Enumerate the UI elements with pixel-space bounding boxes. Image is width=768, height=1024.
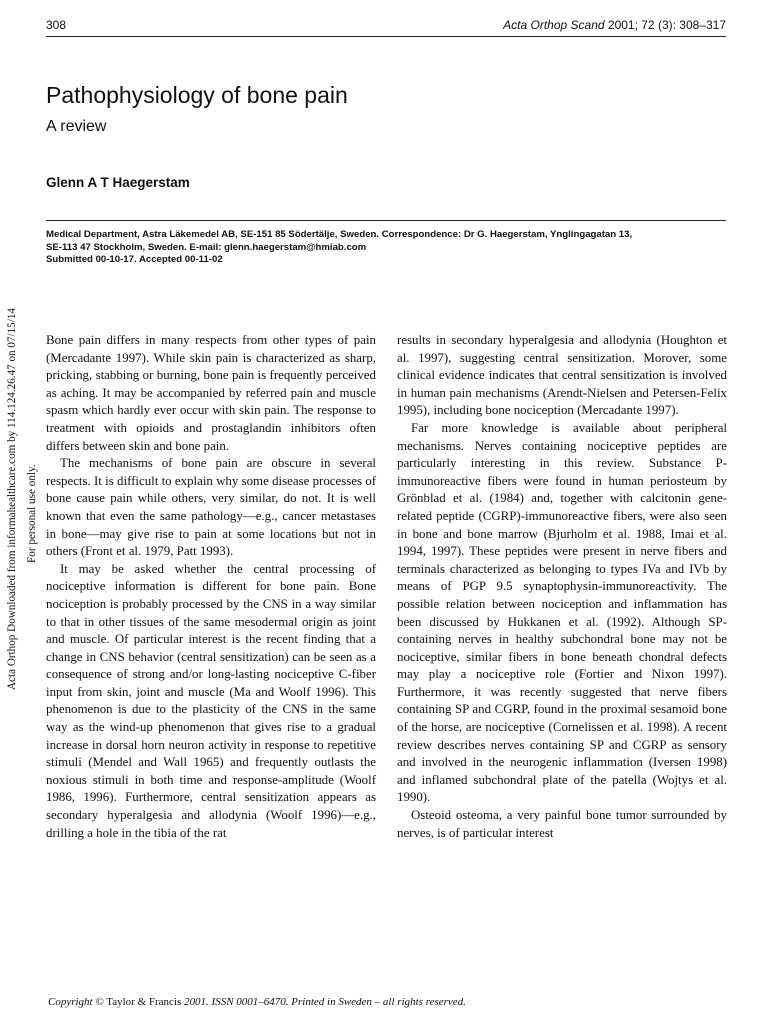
body-column-left <box>46 332 376 842</box>
journal-citation <box>503 18 726 32</box>
publisher-name: Taylor & Francis <box>103 996 185 1008</box>
affiliation-block <box>46 229 726 267</box>
affiliation-line: Medical Department, Astra Läkemedel AB, SE-151 85 Södertälje, Sweden. Correspondence: Dr G. Haegerstam, Ynglingagatan 13, <box>46 229 633 240</box>
header-rule <box>46 36 726 37</box>
copyright-prefix: Copyright © <box>48 996 104 1008</box>
journal-name: Acta Orthop Scand <box>503 18 605 32</box>
body-paragraph: It may be asked whether the central processing of nociceptive information is different for bone pain. Bone nociception is probably processed by the CNS in a way similar to that in other tissues of the same mesodermal origin as joint and muscle. Of particular interest is the recent finding that a change in CNS behavior (central sensitization) can be seen as a consequence of strong and/or long-lasting nociceptive C-fiber input from skin, joint and muscle (Ma and Woolf 1996). This phenomenon is due to the plasticity of the CNS in the same way as the wind-up phenomenon that gives rise to a gradual increase in dorsal horn neuron activity in response to repetitive stimuli (Mendel and Wall 1965) and frequently outlasts the noxious stimuli in both time and response-amplitude (Woolf 1986, 1996). Furthermore, central sensitization appears as secondary hyperalgesia and allodynia (Woolf 1996)—e.g., drilling a hole in the tibia of the rat <box>46 561 376 840</box>
copyright-details: 2001. ISSN 0001–6470. Printed in Sweden – all rights reserved. <box>184 996 466 1008</box>
body-paragraph: results in secondary hyperalgesia and allodynia (Houghton et al. 1997), suggesting central sensitization. Morover, some clinical evidence indicates that central sensitization is involved in human pain mechanisms (Arendt-Nielsen and Petersen-Felix 1995), including bone nociception (Mercadante 1997). <box>397 333 727 418</box>
author-name: Glenn A T Haegerstam <box>46 175 190 190</box>
article-subtitle: A review <box>46 118 107 135</box>
copyright-footer <box>48 996 466 1008</box>
affiliation-rule <box>46 220 726 221</box>
body-column-right <box>397 332 727 842</box>
affiliation-line: SE-113 47 Stockholm, Sweden. E-mail: glenn.haegerstam@hmiab.com <box>46 241 367 253</box>
page-number: 308 <box>46 18 67 32</box>
download-notice <box>2 305 46 695</box>
body-paragraph: The mechanisms of bone pain are obscure in several respects. It is difficult to explain why some disease processes of bone cause pain while others, very similar, do not. It is well known that even the same pathology—e.g., cancer metastases in bone—may give rise to pain at some locations but not in others (Front et al. 1979, Patt 1993). <box>46 456 376 559</box>
article-title: Pathophysiology of bone pain <box>46 82 348 108</box>
body-paragraph: Far more knowledge is available about peripheral mechanisms. Nerves containing nociceptive peptides are particularly interesting in this review. Substance P-immunoreactive fibers were found in human periosteum by Grönblad et al. (1984) and, together with calcitonin gene-related peptide (CGRP)-immunoreactive fibers, were also seen in bone and bone marrow (Bjurholm et al. 1988, Imai et al. 1994, 1997). These peptides were present in nerve fibers and terminals characterized as belonging to types IVa and IVb by means of PGP 9.5 synaptophysin-immunoreactivity. The possible relation between nociception and inflammation has been discussed by Hukkanen et al. (1992). Although SP-containing nerves in healthy subchondral bone may not be nociceptive, similar fibers in bone beneath chondral defects may play a nociceptive role (Fortier and Nixon 1997). Furthermore, it was recently suggested that nerve fibers containing SP and CGRP, found in the proximal sesamoid bone of the horse, are nociceptive (Cornelissen et al. 1998). A recent review describes nerves containing SP and CGRP as sensory and involved in the neurogenic inflammation (Iversen 1998) and inflamed subchondral plate of the patella (Wojtys et al. 1990). <box>397 420 727 805</box>
citation-details: 2001; 72 (3): 308–317 <box>604 18 726 32</box>
download-notice-line-1: Acta Orthop Downloaded from informahealthcare.com by 114.124.26.47 on 07/15/14 <box>6 306 18 690</box>
body-paragraph: Osteoid osteoma, a very painful bone tumor surrounded by nerves, is of particular interest <box>397 808 727 840</box>
download-notice-line-2: For personal use only. <box>26 464 38 563</box>
submission-dates: Submitted 00-10-17. Accepted 00-11-02 <box>46 254 223 265</box>
running-header <box>46 18 726 36</box>
body-paragraph: Bone pain differs in many respects from other types of pain (Mercadante 1997). While skin pain is characterized as sharp, pricking, stabbing or burning, bone pain is frequently perceived as aching. It may be accompanied by referred pain and muscle spasm which hardly ever occur with skin pain. The response to treatment with opioids and prostaglandin inhibitors often differs between skin and bone pain. <box>46 333 376 453</box>
